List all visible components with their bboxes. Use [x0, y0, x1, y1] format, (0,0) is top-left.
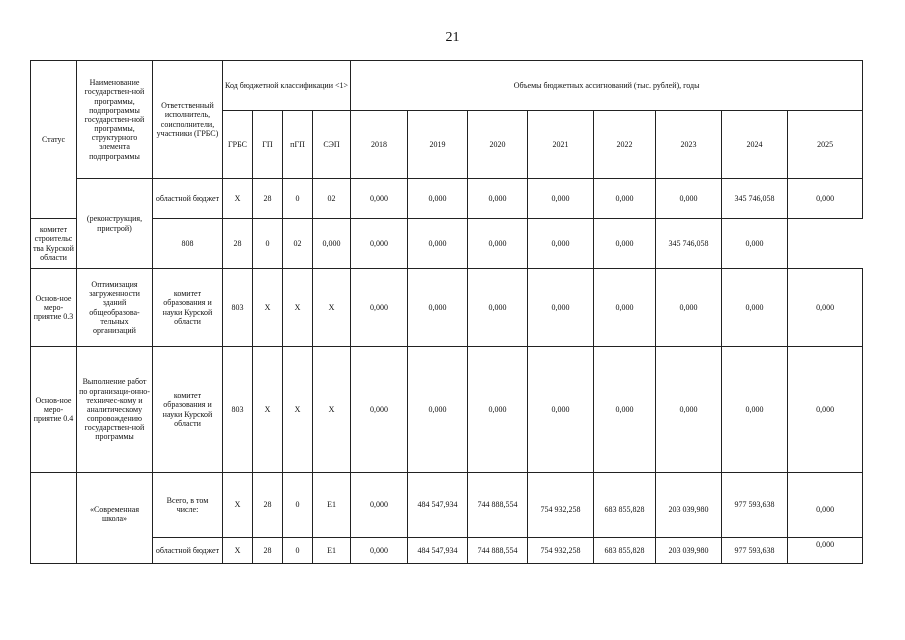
header-year-2020: 2020 — [468, 111, 528, 179]
value-2018: 0,000 — [313, 219, 351, 269]
code-grbs: 803 — [223, 269, 253, 347]
value-2019: 484 547,934 — [408, 538, 468, 564]
value-2023-cell — [656, 473, 722, 538]
table-row — [31, 347, 863, 473]
value-2018: 0,000 — [351, 473, 408, 538]
row-name: Оптимизация загруженности зданий общеобразова-тельных организаций — [77, 269, 153, 347]
header-year-2019: 2019 — [408, 111, 468, 179]
value-2024: 0,000 — [722, 347, 788, 473]
value-2024: 345 746,058 — [722, 179, 788, 219]
row-name-cell — [77, 179, 153, 269]
value-2019: 0,000 — [408, 347, 468, 473]
code-grbs: 803 — [223, 347, 253, 473]
value-2023: 203 039,980 — [656, 538, 722, 564]
row-status — [31, 473, 77, 564]
code-sep: 02 — [283, 219, 313, 269]
value-2019: 484 547,934 — [408, 473, 468, 538]
row-name: Выполнение работ по организаци-онно-техничес-кому и аналитическому сопровождению государствен-ной программы — [77, 347, 153, 473]
code-sep: Х — [313, 347, 351, 473]
row-executor: комитет образования и науки Курской области — [153, 347, 223, 473]
row-status: Основ-ное меро-приятие 0.4 — [31, 347, 77, 473]
header-sep: СЭП — [313, 111, 351, 179]
value-2023: 0,000 — [656, 269, 722, 347]
row-status: Основ-ное меро-приятие 0.3 — [31, 269, 77, 347]
value-2022: 683 855,828 — [604, 505, 645, 515]
code-pgp: 0 — [283, 538, 313, 564]
table-row — [31, 538, 863, 564]
code-sep: Е1 — [313, 473, 351, 538]
value-2025-cell — [788, 538, 863, 564]
header-year-2018: 2018 — [351, 111, 408, 179]
value-2020: 0,000 — [468, 269, 528, 347]
header-grbs: ГРБС — [223, 111, 253, 179]
value-2022-cell — [594, 473, 656, 538]
value-2021: 0,000 — [528, 269, 594, 347]
value-2020: 0,000 — [468, 347, 528, 473]
value-2019: 0,000 — [408, 269, 468, 347]
code-grbs: Х — [223, 179, 253, 219]
row-executor: комитет строительства Курской области — [31, 219, 77, 269]
budget-table — [30, 60, 863, 564]
header-pgp: пГП — [283, 111, 313, 179]
header-year-2022: 2022 — [594, 111, 656, 179]
code-gp: Х — [253, 347, 283, 473]
header-gp: ГП — [253, 111, 283, 179]
value-2022: 0,000 — [594, 179, 656, 219]
value-2023: 203 039,980 — [668, 505, 709, 515]
code-gp: 28 — [253, 538, 283, 564]
value-2024: 345 746,058 — [656, 219, 722, 269]
header-year-2021: 2021 — [528, 111, 594, 179]
value-2023: 0,000 — [594, 219, 656, 269]
value-2021: 754 932,258 — [528, 538, 594, 564]
code-grbs: Х — [223, 538, 253, 564]
value-2025: 0,000 — [788, 347, 863, 473]
value-2023: 0,000 — [656, 179, 722, 219]
value-2025: 0,000 — [788, 179, 863, 219]
value-2020: 0,000 — [408, 219, 468, 269]
row-executor: областной бюджет — [153, 179, 223, 219]
table-row — [31, 219, 863, 269]
value-2021-cell — [528, 473, 594, 538]
code-gp: Х — [253, 269, 283, 347]
value-2018: 0,000 — [351, 179, 408, 219]
header-year-2024: 2024 — [722, 111, 788, 179]
code-pgp: 0 — [283, 179, 313, 219]
value-2025: 0,000 — [816, 539, 835, 549]
value-2022: 0,000 — [528, 219, 594, 269]
header-status: Статус — [31, 61, 77, 219]
header-year-2025: 2025 — [788, 111, 863, 179]
page-number: 21 — [445, 30, 460, 45]
header-budget-code: Код бюджетной классификации <1> — [223, 61, 351, 111]
code-sep: Е1 — [313, 538, 351, 564]
value-2019: 0,000 — [351, 219, 408, 269]
code-gp: 28 — [253, 179, 283, 219]
value-2024: 977 593,638 — [722, 538, 788, 564]
value-2025: 0,000 — [722, 219, 788, 269]
value-2021: 0,000 — [528, 179, 594, 219]
table-row — [31, 269, 863, 347]
code-sep: Х — [313, 269, 351, 347]
code-pgp: 0 — [283, 473, 313, 538]
code-sep: 02 — [313, 179, 351, 219]
table-row — [31, 179, 863, 219]
value-2020: 744 888,554 — [468, 473, 528, 538]
value-2018: 0,000 — [351, 269, 408, 347]
value-2024: 977 593,638 — [722, 473, 788, 538]
code-gp: 28 — [253, 473, 283, 538]
row-executor: областной бюджет — [153, 538, 223, 564]
code-pgp: Х — [283, 347, 313, 473]
value-2025-cell — [788, 473, 863, 538]
row-executor: комитет образования и науки Курской области — [153, 269, 223, 347]
value-2022: 0,000 — [594, 269, 656, 347]
value-2018: 0,000 — [351, 347, 408, 473]
row-executor: Всего, в том числе: — [153, 473, 223, 538]
value-2022: 683 855,828 — [594, 538, 656, 564]
header-volumes: Объемы бюджетных ассигнований (тыс. рублей), годы — [351, 61, 863, 111]
header-year-2023: 2023 — [656, 111, 722, 179]
code-gp: 28 — [223, 219, 253, 269]
value-2025: 0,000 — [816, 505, 835, 515]
row-name: (реконструкция, пристрой) — [86, 214, 143, 233]
header-executor: Ответственный исполнитель, соисполнители, участники (ГРБС) — [153, 61, 223, 179]
value-2021: 0,000 — [468, 219, 528, 269]
value-2020: 744 888,554 — [468, 538, 528, 564]
value-2021: 0,000 — [528, 347, 594, 473]
table-row — [31, 473, 863, 538]
header-row — [31, 61, 863, 111]
row-name-cell — [77, 473, 153, 564]
header-name: Наименование государствен-ной программы, подпрограммы государствен-ной программы, структурного элемента подпрограммы — [77, 61, 153, 179]
value-2019: 0,000 — [408, 179, 468, 219]
value-2025: 0,000 — [788, 269, 863, 347]
value-2021: 754 932,258 — [540, 505, 581, 515]
value-2022: 0,000 — [594, 347, 656, 473]
value-2018: 0,000 — [351, 538, 408, 564]
code-pgp: 0 — [253, 219, 283, 269]
row-name: «Современная школа» — [89, 504, 140, 523]
value-2020: 0,000 — [468, 179, 528, 219]
code-pgp: Х — [283, 269, 313, 347]
value-2024: 0,000 — [722, 269, 788, 347]
code-grbs: 808 — [153, 219, 223, 269]
value-2023: 0,000 — [656, 347, 722, 473]
code-grbs: Х — [223, 473, 253, 538]
